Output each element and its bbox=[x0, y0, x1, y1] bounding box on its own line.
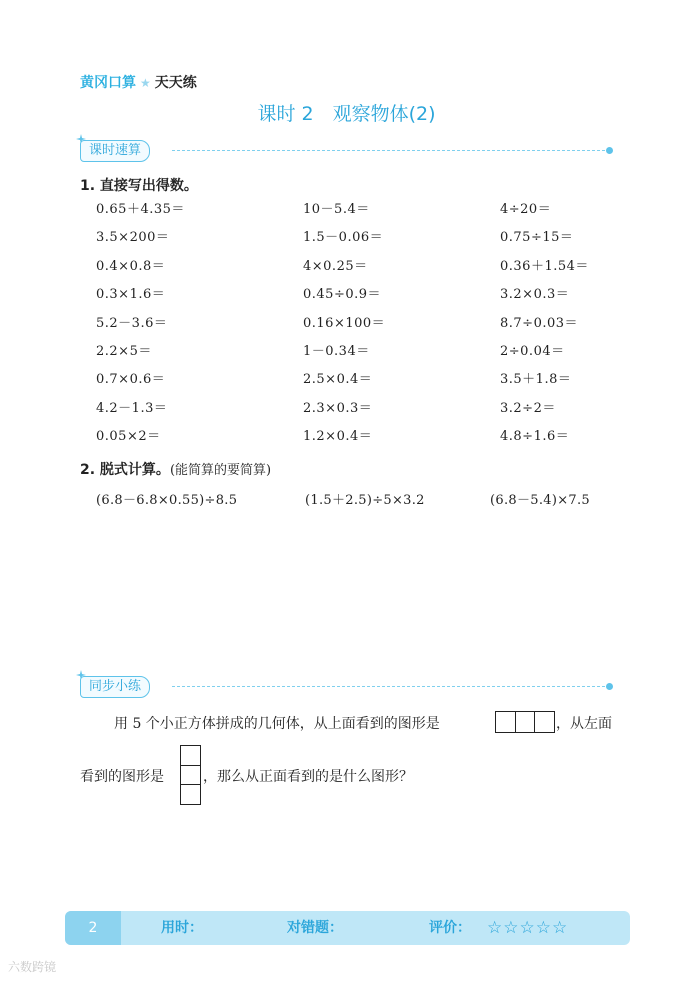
square bbox=[180, 745, 201, 766]
footer-bar bbox=[65, 911, 630, 945]
divider bbox=[172, 686, 610, 687]
math-item: 0.7×0.6＝ bbox=[96, 372, 166, 388]
math-item: 0.05×2＝ bbox=[96, 429, 161, 445]
square bbox=[180, 784, 201, 805]
math-item: 8.7÷0.03＝ bbox=[500, 315, 579, 331]
calc-item: (1.5＋2.5)÷5×3.2 bbox=[305, 493, 425, 508]
brand bbox=[80, 72, 197, 92]
math-item: 4×0.25＝ bbox=[303, 258, 368, 274]
math-item: 0.16×100＝ bbox=[303, 315, 386, 331]
watermark: 六数跨镜 bbox=[8, 960, 57, 974]
math-item: 1.2×0.4＝ bbox=[303, 429, 373, 445]
brand-main: 黄冈口算 bbox=[80, 75, 136, 91]
math-item: 3.5＋1.8＝ bbox=[500, 372, 572, 388]
star-icon: ★ bbox=[140, 76, 151, 90]
question-2-note: (能简算的要简算) bbox=[169, 463, 272, 478]
rating-label: 评价： bbox=[429, 920, 471, 936]
math-item: 1.5－0.06＝ bbox=[303, 230, 384, 246]
math-item: 3.2÷2＝ bbox=[500, 400, 556, 416]
section-tag: 课时速算 bbox=[80, 140, 150, 162]
section-header-practice bbox=[80, 676, 610, 700]
divider-dot bbox=[606, 147, 613, 154]
problem-line-2a: 看到的图形是 bbox=[80, 769, 164, 785]
math-item: 2.3×0.3＝ bbox=[303, 400, 373, 416]
top-view-figure bbox=[495, 711, 555, 733]
page-title: 课时 2 观察物体(2) bbox=[257, 103, 436, 125]
math-item: 10－5.4＝ bbox=[303, 202, 370, 217]
math-item: 2÷0.04＝ bbox=[500, 343, 565, 359]
brand-sub: 天天练 bbox=[154, 75, 197, 91]
page-number: 2 bbox=[65, 911, 121, 945]
math-item: 3.5×200＝ bbox=[96, 230, 170, 246]
math-item: 5.2－3.6＝ bbox=[96, 315, 168, 331]
math-item: 0.45÷0.9＝ bbox=[303, 287, 382, 303]
math-item: 2.2×5＝ bbox=[96, 343, 152, 359]
square bbox=[534, 711, 555, 733]
square bbox=[495, 711, 516, 733]
left-view-figure bbox=[180, 745, 201, 805]
divider bbox=[172, 150, 610, 151]
math-item: 0.65＋4.35＝ bbox=[96, 202, 185, 217]
question-2-label bbox=[80, 459, 271, 479]
square bbox=[180, 765, 201, 786]
rating-stars: ☆☆☆☆☆ bbox=[487, 918, 569, 938]
calc-item: (6.8－6.8×0.55)÷8.5 bbox=[96, 493, 238, 508]
calc-item: (6.8－5.4)×7.5 bbox=[490, 493, 590, 508]
math-item: 4÷20＝ bbox=[500, 202, 552, 217]
problem-line-1a: 用 5 个小正方体拼成的几何体，从上面看到的图形是 bbox=[114, 716, 440, 732]
divider-dot bbox=[606, 683, 613, 690]
question-1-label: 1. 直接写出得数。 bbox=[80, 178, 198, 194]
math-item: 0.3×1.6＝ bbox=[96, 287, 166, 303]
errors-label: 对错题： bbox=[287, 920, 343, 936]
math-item: 0.75÷15＝ bbox=[500, 230, 574, 246]
math-item: 0.36＋1.54＝ bbox=[500, 258, 589, 274]
math-item: 4.2－1.3＝ bbox=[96, 400, 168, 416]
time-label: 用时： bbox=[161, 920, 203, 936]
math-item: 1－0.34＝ bbox=[303, 343, 370, 359]
problem-line-1b: ，从左面 bbox=[556, 716, 612, 732]
math-item: 0.4×0.8＝ bbox=[96, 258, 166, 274]
section-header-speed bbox=[80, 140, 610, 164]
section-tag: 同步小练 bbox=[80, 676, 150, 698]
math-item: 2.5×0.4＝ bbox=[303, 372, 373, 388]
mental-math-grid bbox=[96, 198, 620, 454]
math-item: 4.8÷1.6＝ bbox=[500, 429, 570, 445]
question-2-title: 2. 脱式计算。 bbox=[80, 462, 170, 478]
square bbox=[515, 711, 536, 733]
problem-line-2b: ，那么从正面看到的是什么图形？ bbox=[203, 769, 413, 785]
math-item: 3.2×0.3＝ bbox=[500, 287, 570, 303]
